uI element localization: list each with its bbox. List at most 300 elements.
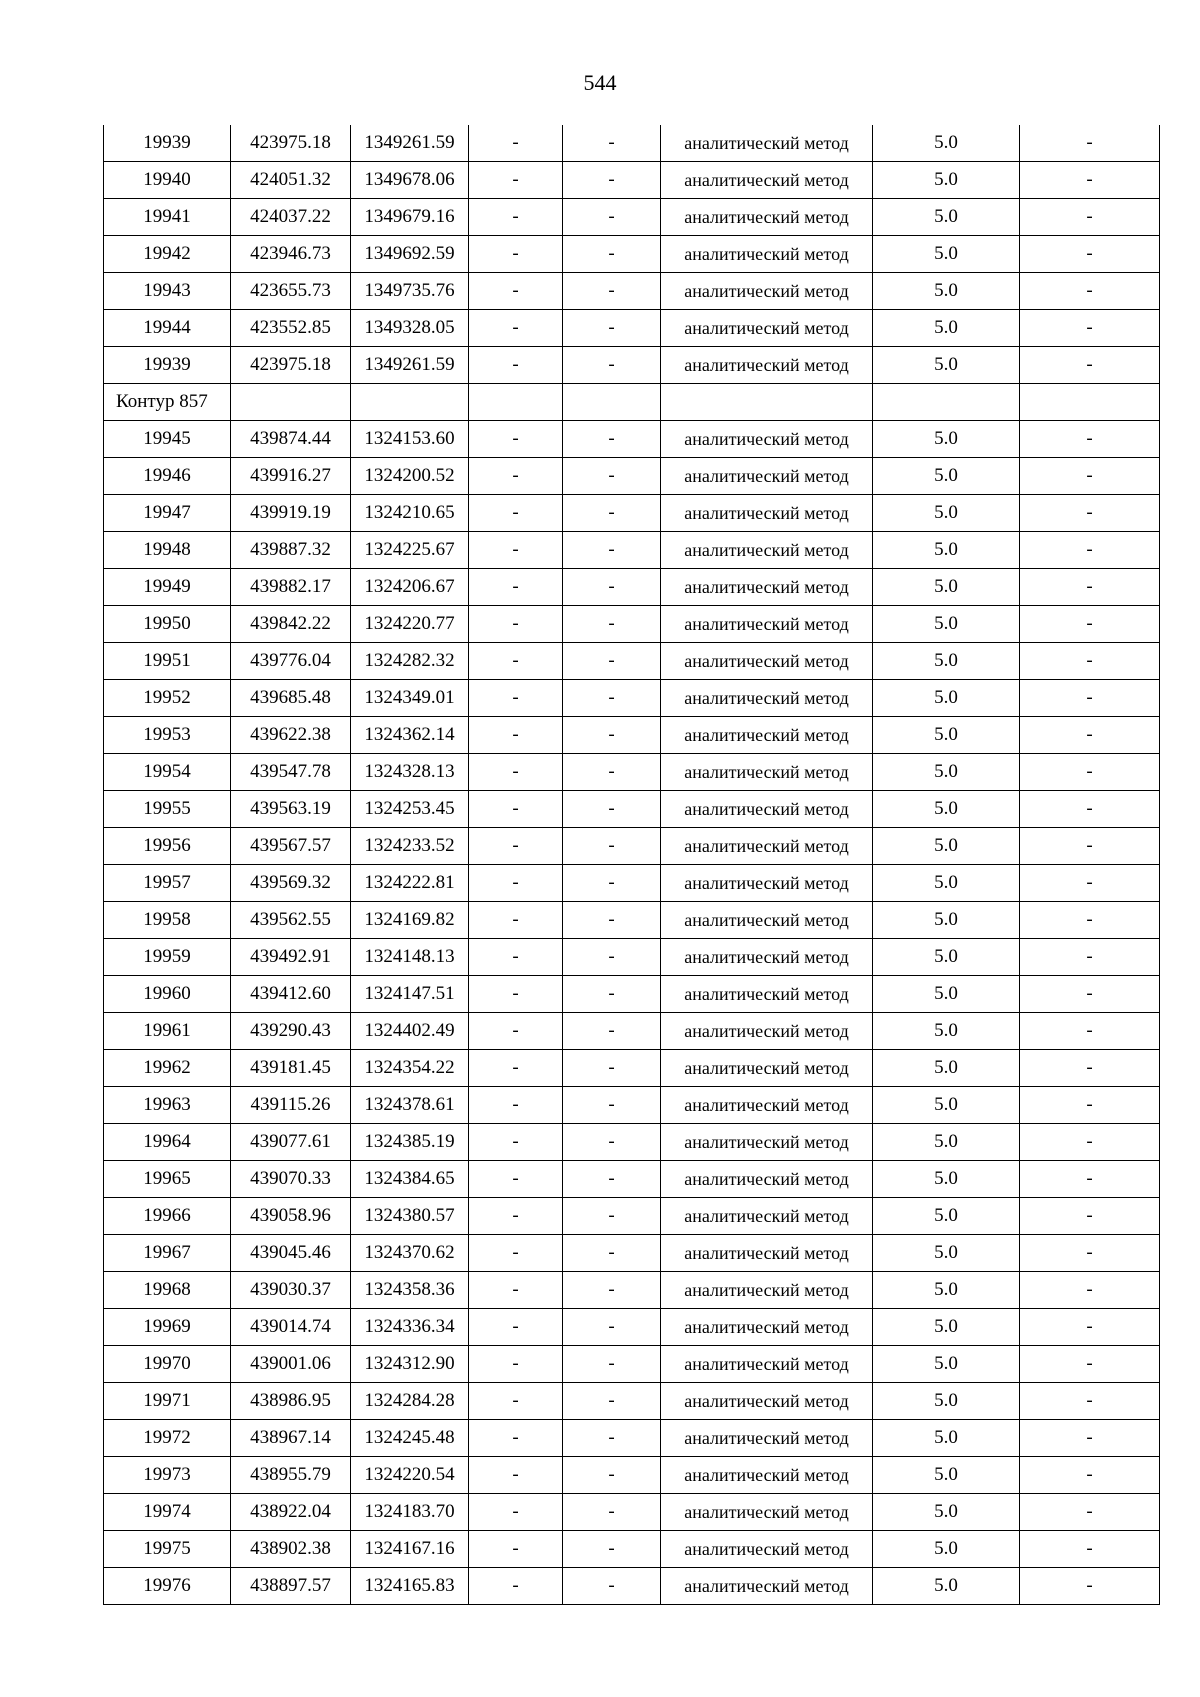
column-5-cell: - xyxy=(563,1272,661,1309)
table-row xyxy=(104,1013,1160,1050)
column-4-cell: - xyxy=(469,1309,563,1346)
accuracy-cell: 5.0 xyxy=(873,1383,1020,1420)
x-coordinate-cell: 439492.91 xyxy=(231,939,351,976)
x-coordinate-cell: 423975.18 xyxy=(231,347,351,384)
column-4-cell: - xyxy=(469,569,563,606)
column-4-cell: - xyxy=(469,717,563,754)
method-cell: аналитический метод xyxy=(661,680,873,717)
point-id-cell: 19942 xyxy=(104,236,231,273)
table-row xyxy=(104,791,1160,828)
column-8-cell: - xyxy=(1020,1346,1160,1383)
column-5-cell: - xyxy=(563,125,661,162)
method-cell: аналитический метод xyxy=(661,125,873,162)
column-4-cell: - xyxy=(469,421,563,458)
column-8-cell: - xyxy=(1020,939,1160,976)
column-5-cell: - xyxy=(563,1235,661,1272)
column-4-cell: - xyxy=(469,236,563,273)
column-5-cell: - xyxy=(563,1013,661,1050)
accuracy-cell: 5.0 xyxy=(873,310,1020,347)
method-cell: аналитический метод xyxy=(661,199,873,236)
column-5-cell: - xyxy=(563,680,661,717)
column-4-cell: - xyxy=(469,791,563,828)
y-coordinate-cell: 1324183.70 xyxy=(351,1494,469,1531)
x-coordinate-cell: 423655.73 xyxy=(231,273,351,310)
method-cell: аналитический метод xyxy=(661,1346,873,1383)
contour-label: Контур 857 xyxy=(104,384,231,421)
column-5-cell: - xyxy=(563,1420,661,1457)
accuracy-cell: 5.0 xyxy=(873,495,1020,532)
column-5-cell: - xyxy=(563,1050,661,1087)
x-coordinate-cell: 438986.95 xyxy=(231,1383,351,1420)
table-row xyxy=(104,1124,1160,1161)
y-coordinate-cell: 1324165.83 xyxy=(351,1568,469,1605)
point-id-cell: 19974 xyxy=(104,1494,231,1531)
column-4-cell: - xyxy=(469,125,563,162)
method-cell: аналитический метод xyxy=(661,458,873,495)
method-cell: аналитический метод xyxy=(661,1568,873,1605)
point-id-cell: 19939 xyxy=(104,347,231,384)
empty-cell xyxy=(469,384,563,421)
table-row xyxy=(104,1198,1160,1235)
accuracy-cell: 5.0 xyxy=(873,1346,1020,1383)
method-cell: аналитический метод xyxy=(661,865,873,902)
accuracy-cell: 5.0 xyxy=(873,347,1020,384)
column-4-cell: - xyxy=(469,310,563,347)
column-4-cell: - xyxy=(469,606,563,643)
accuracy-cell: 5.0 xyxy=(873,1420,1020,1457)
x-coordinate-cell: 439562.55 xyxy=(231,902,351,939)
x-coordinate-cell: 439842.22 xyxy=(231,606,351,643)
x-coordinate-cell: 439001.06 xyxy=(231,1346,351,1383)
column-8-cell: - xyxy=(1020,1383,1160,1420)
table-row xyxy=(104,1309,1160,1346)
accuracy-cell: 5.0 xyxy=(873,199,1020,236)
empty-cell xyxy=(1020,384,1160,421)
column-4-cell: - xyxy=(469,1124,563,1161)
column-5-cell: - xyxy=(563,828,661,865)
x-coordinate-cell: 438897.57 xyxy=(231,1568,351,1605)
column-4-cell: - xyxy=(469,1198,563,1235)
y-coordinate-cell: 1324220.77 xyxy=(351,606,469,643)
column-5-cell: - xyxy=(563,1568,661,1605)
table-row xyxy=(104,1272,1160,1309)
table-row xyxy=(104,1531,1160,1568)
column-5-cell: - xyxy=(563,532,661,569)
column-5-cell: - xyxy=(563,1531,661,1568)
column-4-cell: - xyxy=(469,1531,563,1568)
column-5-cell: - xyxy=(563,1087,661,1124)
column-5-cell: - xyxy=(563,1494,661,1531)
y-coordinate-cell: 1324200.52 xyxy=(351,458,469,495)
table-body xyxy=(104,125,1160,1605)
point-id-cell: 19973 xyxy=(104,1457,231,1494)
column-5-cell: - xyxy=(563,1161,661,1198)
column-5-cell: - xyxy=(563,939,661,976)
method-cell: аналитический метод xyxy=(661,569,873,606)
column-8-cell: - xyxy=(1020,199,1160,236)
accuracy-cell: 5.0 xyxy=(873,680,1020,717)
y-coordinate-cell: 1324384.65 xyxy=(351,1161,469,1198)
method-cell: аналитический метод xyxy=(661,1087,873,1124)
table-row xyxy=(104,347,1160,384)
column-8-cell: - xyxy=(1020,1531,1160,1568)
accuracy-cell: 5.0 xyxy=(873,865,1020,902)
table-row xyxy=(104,828,1160,865)
y-coordinate-cell: 1324220.54 xyxy=(351,1457,469,1494)
column-4-cell: - xyxy=(469,1494,563,1531)
point-id-cell: 19962 xyxy=(104,1050,231,1087)
column-8-cell: - xyxy=(1020,162,1160,199)
table-row xyxy=(104,310,1160,347)
method-cell: аналитический метод xyxy=(661,236,873,273)
column-4-cell: - xyxy=(469,458,563,495)
method-cell: аналитический метод xyxy=(661,532,873,569)
point-id-cell: 19954 xyxy=(104,754,231,791)
table-row xyxy=(104,273,1160,310)
column-8-cell: - xyxy=(1020,1050,1160,1087)
x-coordinate-cell: 439058.96 xyxy=(231,1198,351,1235)
accuracy-cell: 5.0 xyxy=(873,828,1020,865)
method-cell: аналитический метод xyxy=(661,1050,873,1087)
column-8-cell: - xyxy=(1020,1494,1160,1531)
y-coordinate-cell: 1349261.59 xyxy=(351,125,469,162)
point-id-cell: 19951 xyxy=(104,643,231,680)
column-5-cell: - xyxy=(563,754,661,791)
method-cell: аналитический метод xyxy=(661,1531,873,1568)
method-cell: аналитический метод xyxy=(661,1420,873,1457)
table-row xyxy=(104,606,1160,643)
column-8-cell: - xyxy=(1020,828,1160,865)
column-4-cell: - xyxy=(469,902,563,939)
column-4-cell: - xyxy=(469,754,563,791)
x-coordinate-cell: 439882.17 xyxy=(231,569,351,606)
column-5-cell: - xyxy=(563,865,661,902)
table-row xyxy=(104,717,1160,754)
accuracy-cell: 5.0 xyxy=(873,1124,1020,1161)
column-4-cell: - xyxy=(469,1013,563,1050)
column-4-cell: - xyxy=(469,347,563,384)
column-5-cell: - xyxy=(563,458,661,495)
accuracy-cell: 5.0 xyxy=(873,754,1020,791)
column-8-cell: - xyxy=(1020,1272,1160,1309)
point-id-cell: 19963 xyxy=(104,1087,231,1124)
point-id-cell: 19969 xyxy=(104,1309,231,1346)
method-cell: аналитический метод xyxy=(661,495,873,532)
table-row xyxy=(104,495,1160,532)
method-cell: аналитический метод xyxy=(661,1457,873,1494)
y-coordinate-cell: 1324282.32 xyxy=(351,643,469,680)
point-id-cell: 19957 xyxy=(104,865,231,902)
method-cell: аналитический метод xyxy=(661,828,873,865)
y-coordinate-cell: 1324253.45 xyxy=(351,791,469,828)
y-coordinate-cell: 1324225.67 xyxy=(351,532,469,569)
column-8-cell: - xyxy=(1020,1087,1160,1124)
table-row xyxy=(104,1568,1160,1605)
accuracy-cell: 5.0 xyxy=(873,162,1020,199)
column-5-cell: - xyxy=(563,1198,661,1235)
x-coordinate-cell: 424051.32 xyxy=(231,162,351,199)
x-coordinate-cell: 439045.46 xyxy=(231,1235,351,1272)
point-id-cell: 19945 xyxy=(104,421,231,458)
column-4-cell: - xyxy=(469,1383,563,1420)
accuracy-cell: 5.0 xyxy=(873,1309,1020,1346)
column-4-cell: - xyxy=(469,1161,563,1198)
column-5-cell: - xyxy=(563,902,661,939)
x-coordinate-cell: 439569.32 xyxy=(231,865,351,902)
column-4-cell: - xyxy=(469,828,563,865)
point-id-cell: 19947 xyxy=(104,495,231,532)
column-8-cell: - xyxy=(1020,1235,1160,1272)
table-row xyxy=(104,199,1160,236)
table-row xyxy=(104,680,1160,717)
column-8-cell: - xyxy=(1020,643,1160,680)
y-coordinate-cell: 1324385.19 xyxy=(351,1124,469,1161)
y-coordinate-cell: 1324349.01 xyxy=(351,680,469,717)
method-cell: аналитический метод xyxy=(661,162,873,199)
accuracy-cell: 5.0 xyxy=(873,125,1020,162)
point-id-cell: 19952 xyxy=(104,680,231,717)
column-8-cell: - xyxy=(1020,1457,1160,1494)
table-row xyxy=(104,902,1160,939)
accuracy-cell: 5.0 xyxy=(873,1272,1020,1309)
column-8-cell: - xyxy=(1020,569,1160,606)
column-8-cell: - xyxy=(1020,1124,1160,1161)
accuracy-cell: 5.0 xyxy=(873,643,1020,680)
column-5-cell: - xyxy=(563,717,661,754)
coordinates-table xyxy=(103,125,1160,1605)
accuracy-cell: 5.0 xyxy=(873,1235,1020,1272)
x-coordinate-cell: 439030.37 xyxy=(231,1272,351,1309)
accuracy-cell: 5.0 xyxy=(873,976,1020,1013)
column-4-cell: - xyxy=(469,1346,563,1383)
column-4-cell: - xyxy=(469,1087,563,1124)
column-5-cell: - xyxy=(563,495,661,532)
column-5-cell: - xyxy=(563,791,661,828)
y-coordinate-cell: 1324370.62 xyxy=(351,1235,469,1272)
table-row xyxy=(104,1050,1160,1087)
point-id-cell: 19940 xyxy=(104,162,231,199)
method-cell: аналитический метод xyxy=(661,1309,873,1346)
y-coordinate-cell: 1324222.81 xyxy=(351,865,469,902)
column-4-cell: - xyxy=(469,939,563,976)
column-5-cell: - xyxy=(563,569,661,606)
column-4-cell: - xyxy=(469,865,563,902)
column-8-cell: - xyxy=(1020,125,1160,162)
table-row xyxy=(104,939,1160,976)
method-cell: аналитический метод xyxy=(661,347,873,384)
column-5-cell: - xyxy=(563,273,661,310)
y-coordinate-cell: 1349678.06 xyxy=(351,162,469,199)
table-row xyxy=(104,1087,1160,1124)
x-coordinate-cell: 439567.57 xyxy=(231,828,351,865)
x-coordinate-cell: 438955.79 xyxy=(231,1457,351,1494)
method-cell: аналитический метод xyxy=(661,606,873,643)
column-8-cell: - xyxy=(1020,976,1160,1013)
empty-cell xyxy=(563,384,661,421)
table-row xyxy=(104,976,1160,1013)
column-8-cell: - xyxy=(1020,421,1160,458)
column-8-cell: - xyxy=(1020,865,1160,902)
empty-cell xyxy=(873,384,1020,421)
point-id-cell: 19958 xyxy=(104,902,231,939)
method-cell: аналитический метод xyxy=(661,1013,873,1050)
accuracy-cell: 5.0 xyxy=(873,717,1020,754)
table-row xyxy=(104,1346,1160,1383)
table-row xyxy=(104,643,1160,680)
column-8-cell: - xyxy=(1020,236,1160,273)
column-4-cell: - xyxy=(469,495,563,532)
column-4-cell: - xyxy=(469,1568,563,1605)
point-id-cell: 19967 xyxy=(104,1235,231,1272)
column-4-cell: - xyxy=(469,1235,563,1272)
column-5-cell: - xyxy=(563,1346,661,1383)
column-4-cell: - xyxy=(469,199,563,236)
x-coordinate-cell: 439181.45 xyxy=(231,1050,351,1087)
y-coordinate-cell: 1324147.51 xyxy=(351,976,469,1013)
method-cell: аналитический метод xyxy=(661,1235,873,1272)
x-coordinate-cell: 423552.85 xyxy=(231,310,351,347)
x-coordinate-cell: 439290.43 xyxy=(231,1013,351,1050)
point-id-cell: 19946 xyxy=(104,458,231,495)
point-id-cell: 19950 xyxy=(104,606,231,643)
x-coordinate-cell: 439412.60 xyxy=(231,976,351,1013)
y-coordinate-cell: 1324148.13 xyxy=(351,939,469,976)
point-id-cell: 19966 xyxy=(104,1198,231,1235)
table-row xyxy=(104,569,1160,606)
point-id-cell: 19975 xyxy=(104,1531,231,1568)
accuracy-cell: 5.0 xyxy=(873,1494,1020,1531)
y-coordinate-cell: 1349261.59 xyxy=(351,347,469,384)
table-row xyxy=(104,532,1160,569)
method-cell: аналитический метод xyxy=(661,717,873,754)
column-8-cell: - xyxy=(1020,1161,1160,1198)
y-coordinate-cell: 1349328.05 xyxy=(351,310,469,347)
y-coordinate-cell: 1324153.60 xyxy=(351,421,469,458)
x-coordinate-cell: 439874.44 xyxy=(231,421,351,458)
x-coordinate-cell: 439919.19 xyxy=(231,495,351,532)
table-row xyxy=(104,1494,1160,1531)
method-cell: аналитический метод xyxy=(661,273,873,310)
method-cell: аналитический метод xyxy=(661,643,873,680)
column-8-cell: - xyxy=(1020,1309,1160,1346)
column-5-cell: - xyxy=(563,1124,661,1161)
table-row xyxy=(104,236,1160,273)
x-coordinate-cell: 439916.27 xyxy=(231,458,351,495)
method-cell: аналитический метод xyxy=(661,1272,873,1309)
accuracy-cell: 5.0 xyxy=(873,1531,1020,1568)
point-id-cell: 19960 xyxy=(104,976,231,1013)
accuracy-cell: 5.0 xyxy=(873,1013,1020,1050)
y-coordinate-cell: 1349735.76 xyxy=(351,273,469,310)
y-coordinate-cell: 1349679.16 xyxy=(351,199,469,236)
method-cell: аналитический метод xyxy=(661,310,873,347)
column-4-cell: - xyxy=(469,273,563,310)
point-id-cell: 19939 xyxy=(104,125,231,162)
point-id-cell: 19971 xyxy=(104,1383,231,1420)
y-coordinate-cell: 1324284.28 xyxy=(351,1383,469,1420)
column-5-cell: - xyxy=(563,421,661,458)
column-4-cell: - xyxy=(469,680,563,717)
y-coordinate-cell: 1324169.82 xyxy=(351,902,469,939)
column-5-cell: - xyxy=(563,606,661,643)
y-coordinate-cell: 1324336.34 xyxy=(351,1309,469,1346)
y-coordinate-cell: 1324328.13 xyxy=(351,754,469,791)
point-id-cell: 19943 xyxy=(104,273,231,310)
point-id-cell: 19955 xyxy=(104,791,231,828)
column-8-cell: - xyxy=(1020,1198,1160,1235)
point-id-cell: 19972 xyxy=(104,1420,231,1457)
column-4-cell: - xyxy=(469,1420,563,1457)
x-coordinate-cell: 439887.32 xyxy=(231,532,351,569)
accuracy-cell: 5.0 xyxy=(873,1568,1020,1605)
method-cell: аналитический метод xyxy=(661,1198,873,1235)
column-5-cell: - xyxy=(563,1309,661,1346)
column-8-cell: - xyxy=(1020,347,1160,384)
empty-cell xyxy=(231,384,351,421)
point-id-cell: 19944 xyxy=(104,310,231,347)
column-5-cell: - xyxy=(563,347,661,384)
table-row xyxy=(104,754,1160,791)
accuracy-cell: 5.0 xyxy=(873,236,1020,273)
y-coordinate-cell: 1324358.36 xyxy=(351,1272,469,1309)
x-coordinate-cell: 424037.22 xyxy=(231,199,351,236)
method-cell: аналитический метод xyxy=(661,791,873,828)
x-coordinate-cell: 439070.33 xyxy=(231,1161,351,1198)
accuracy-cell: 5.0 xyxy=(873,939,1020,976)
point-id-cell: 19949 xyxy=(104,569,231,606)
accuracy-cell: 5.0 xyxy=(873,569,1020,606)
column-8-cell: - xyxy=(1020,606,1160,643)
column-4-cell: - xyxy=(469,976,563,1013)
table-row xyxy=(104,1161,1160,1198)
accuracy-cell: 5.0 xyxy=(873,458,1020,495)
accuracy-cell: 5.0 xyxy=(873,532,1020,569)
method-cell: аналитический метод xyxy=(661,976,873,1013)
column-8-cell: - xyxy=(1020,495,1160,532)
column-8-cell: - xyxy=(1020,754,1160,791)
column-8-cell: - xyxy=(1020,1013,1160,1050)
point-id-cell: 19953 xyxy=(104,717,231,754)
column-8-cell: - xyxy=(1020,458,1160,495)
accuracy-cell: 5.0 xyxy=(873,606,1020,643)
y-coordinate-cell: 1324312.90 xyxy=(351,1346,469,1383)
point-id-cell: 19976 xyxy=(104,1568,231,1605)
x-coordinate-cell: 439014.74 xyxy=(231,1309,351,1346)
column-5-cell: - xyxy=(563,1383,661,1420)
accuracy-cell: 5.0 xyxy=(873,791,1020,828)
method-cell: аналитический метод xyxy=(661,754,873,791)
x-coordinate-cell: 439622.38 xyxy=(231,717,351,754)
y-coordinate-cell: 1324378.61 xyxy=(351,1087,469,1124)
y-coordinate-cell: 1324167.16 xyxy=(351,1531,469,1568)
x-coordinate-cell: 439547.78 xyxy=(231,754,351,791)
point-id-cell: 19948 xyxy=(104,532,231,569)
accuracy-cell: 5.0 xyxy=(873,1161,1020,1198)
x-coordinate-cell: 438902.38 xyxy=(231,1531,351,1568)
table-row xyxy=(104,1457,1160,1494)
x-coordinate-cell: 423975.18 xyxy=(231,125,351,162)
y-coordinate-cell: 1324206.67 xyxy=(351,569,469,606)
x-coordinate-cell: 438922.04 xyxy=(231,1494,351,1531)
point-id-cell: 19964 xyxy=(104,1124,231,1161)
column-8-cell: - xyxy=(1020,717,1160,754)
column-4-cell: - xyxy=(469,1272,563,1309)
table-row xyxy=(104,865,1160,902)
point-id-cell: 19970 xyxy=(104,1346,231,1383)
x-coordinate-cell: 439685.48 xyxy=(231,680,351,717)
x-coordinate-cell: 423946.73 xyxy=(231,236,351,273)
column-8-cell: - xyxy=(1020,791,1160,828)
